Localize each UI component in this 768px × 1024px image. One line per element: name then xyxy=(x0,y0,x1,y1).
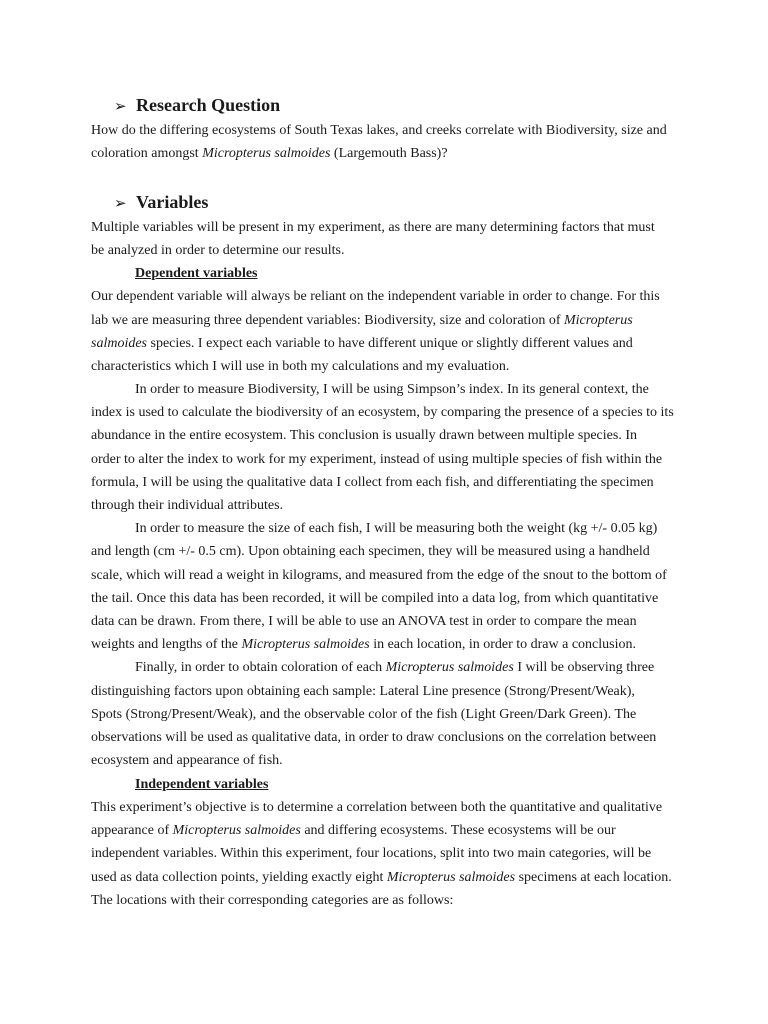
species-name: Micropterus salmoides xyxy=(202,146,331,161)
paragraph-line: independent variables. Within this experiment, four locations, split into two main categories, will be xyxy=(91,846,652,861)
research-question-title: Research Question xyxy=(136,95,281,115)
paragraph-line: data can be drawn. From there, I will be able to use an ANOVA test in order to compare the mean xyxy=(91,614,637,629)
paragraph-line: salmoides species. I expect each variable to have different unique or slightly different values and xyxy=(91,336,633,351)
research-question-line: How do the differing ecosystems of South Texas lakes, and creeks correlate with Biodiversity, size and xyxy=(91,123,667,138)
paragraph-line: formula, I will be using the qualitative data I collect from each fish, and differentiating the specimen xyxy=(91,475,654,490)
paragraph-line: be analyzed in order to determine our results. xyxy=(91,243,345,258)
paragraph-line: weights and lengths of the Micropterus salmoides in each location, in order to draw a conclusion. xyxy=(91,637,636,652)
paragraph-line: observations will be used as qualitative data, in order to draw conclusions on the correlation between xyxy=(91,730,657,745)
paragraph-line: Our dependent variable will always be reliant on the independent variable in order to change. For this xyxy=(91,289,660,304)
paragraph-line: lab we are measuring three dependent variables: Biodiversity, size and coloration of Micropterus xyxy=(91,313,633,328)
species-name: Micropterus salmoides xyxy=(386,870,516,885)
species-name: Micropterus xyxy=(563,313,633,328)
paragraph-line: Finally, in order to obtain coloration of each Micropterus salmoides I will be observing three xyxy=(135,660,655,675)
paragraph-line: through their individual attributes. xyxy=(91,498,284,513)
paragraph-line: order to alter the index to work for my experiment, instead of using multiple species of fish within the xyxy=(91,452,663,467)
paragraph-line: Multiple variables will be present in my experiment, as there are many determining factors that must xyxy=(91,220,655,235)
species-name: salmoides xyxy=(91,336,147,351)
arrow-bullet-icon: ➢ xyxy=(114,99,127,115)
species-name: Micropterus salmoides xyxy=(385,660,514,675)
species-name: Micropterus salmoides xyxy=(241,637,370,652)
paragraph-line: appearance of Micropterus salmoides and differing ecosystems. These ecosystems will be our xyxy=(91,823,616,838)
paragraph-line: ecosystem and appearance of fish. xyxy=(91,753,283,768)
paragraph-line: The locations with their corresponding categories are as follows: xyxy=(91,893,454,908)
research-question-line: coloration amongst Micropterus salmoides (Largemouth Bass)? xyxy=(91,146,448,161)
paragraph-line: scale, which will read a weight in kilograms, and measured from the edge of the snout to the bottom of xyxy=(91,568,667,583)
dependent-variables-subheading: Dependent variables xyxy=(135,266,258,281)
research-question-heading xyxy=(114,94,280,118)
variables-heading xyxy=(114,191,208,215)
independent-variables-subheading: Independent variables xyxy=(135,777,269,792)
paragraph-line: abundance in the entire ecosystem. This conclusion is usually drawn between multiple species. In xyxy=(91,428,637,443)
paragraph-line: the tail. Once this data has been recorded, it will be compiled into a data log, from which quantitative xyxy=(91,591,659,606)
paragraph-line: In order to measure the size of each fish, I will be measuring both the weight (kg +/- 0.05 kg) xyxy=(135,521,658,536)
paragraph-line: In order to measure Biodiversity, I will be using Simpson’s index. In its general context, the xyxy=(135,382,649,397)
paragraph-line: index is used to calculate the biodiversity of an ecosystem, by comparing the presence of a species to its xyxy=(91,405,674,420)
paragraph-line: characteristics which I will use in both my calculations and my evaluation. xyxy=(91,359,510,374)
arrow-bullet-icon: ➢ xyxy=(114,196,127,212)
paragraph-line: used as data collection points, yielding exactly eight Micropterus salmoides specimens at each location. xyxy=(91,870,672,885)
variables-title: Variables xyxy=(136,192,209,212)
paragraph-line: and length (cm +/- 0.5 cm). Upon obtaining each specimen, they will be measured using a handheld xyxy=(91,544,650,559)
paragraph-line: Spots (Strong/Present/Weak), and the observable color of the fish (Light Green/Dark Green). The xyxy=(91,707,637,722)
paragraph-line: distinguishing factors upon obtaining each sample: Lateral Line presence (Strong/Present/Weak), xyxy=(91,684,635,699)
paragraph-line: This experiment’s objective is to determine a correlation between both the quantitative and qualitative xyxy=(91,800,663,815)
species-name: Micropterus salmoides xyxy=(172,823,301,838)
